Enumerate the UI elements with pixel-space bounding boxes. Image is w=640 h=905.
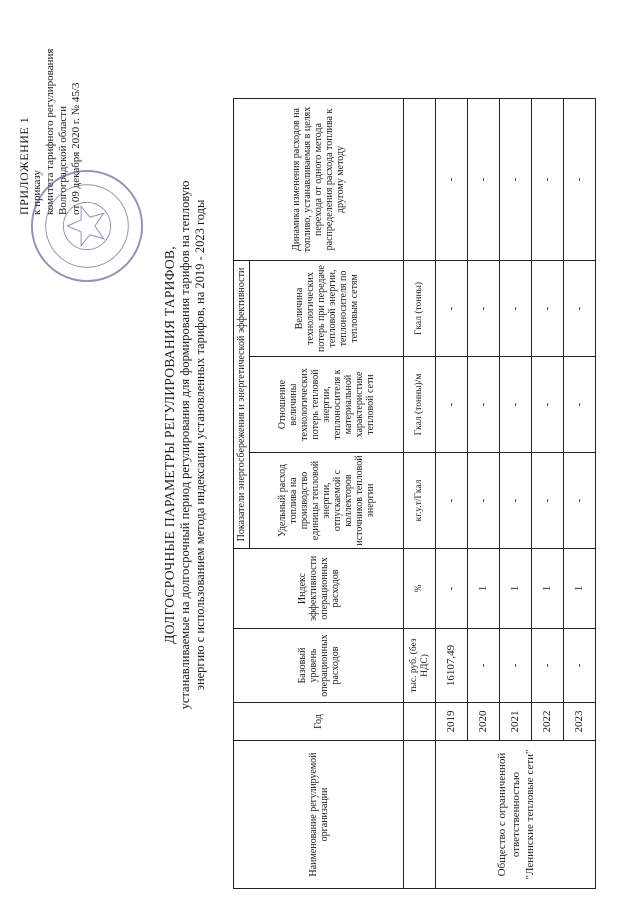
row-loss-ratio: - bbox=[468, 357, 500, 453]
header-base-level: Базовый уровень операционных расходов bbox=[234, 629, 404, 703]
row-technological-losses: - bbox=[468, 261, 500, 357]
header-fuel-consumption: Удельный расход топлива на производство единицы тепловой энергии, отпускаемой с коллекторов источников тепловой энергии bbox=[250, 453, 404, 549]
official-seal-icon bbox=[28, 167, 146, 285]
row-year: 2023 bbox=[564, 703, 596, 741]
row-fuel-dynamics: - bbox=[564, 99, 596, 261]
header-year: Год bbox=[234, 703, 404, 741]
unit-fuel-consumption: кг.у.т/Гкал bbox=[404, 453, 436, 549]
row-loss-ratio: - bbox=[532, 357, 564, 453]
row-loss-ratio: - bbox=[436, 357, 468, 453]
header-organization: Наименование регулируемой организации bbox=[234, 741, 404, 889]
row-efficiency-index: 1 bbox=[564, 549, 596, 629]
row-fuel-consumption: - bbox=[468, 453, 500, 549]
appendix-title: ПРИЛОЖЕНИЕ 1 bbox=[17, 116, 31, 215]
page-subtitle-line-2: энергию с использованием метода индексации установленных тарифов, на 2019 - 2023 годы bbox=[193, 199, 207, 691]
row-technological-losses: - bbox=[532, 261, 564, 357]
row-efficiency-index: 1 bbox=[500, 549, 532, 629]
header-efficiency-index: Индекс эффективности операционных расходов bbox=[234, 549, 404, 629]
appendix-line-4: от 09 декабря 2020 г. № 45/3 bbox=[70, 82, 82, 215]
header-energy-efficiency-group: Показатели энергосбережения и энергетической эффективности bbox=[234, 261, 250, 549]
row-base-level: 16107,49 bbox=[436, 629, 468, 703]
row-loss-ratio: - bbox=[564, 357, 596, 453]
row-year: 2021 bbox=[500, 703, 532, 741]
unit-technological-losses: Гкал (тонны) bbox=[404, 261, 436, 357]
row-fuel-consumption: - bbox=[500, 453, 532, 549]
header-loss-ratio: Отношение величины технологических потерь тепловой энергии, теплоносителя к материальной характеристике тепловой сети bbox=[250, 357, 404, 453]
title-block bbox=[162, 55, 208, 835]
appendix-line-1: к приказу bbox=[31, 169, 43, 215]
row-base-level: - bbox=[500, 629, 532, 703]
appendix-line-2: комитета тарифного регулирования bbox=[44, 48, 56, 215]
unit-base-level: тыс. руб. (без НДС) bbox=[404, 629, 436, 703]
unit-organization bbox=[404, 741, 436, 889]
row-year: 2020 bbox=[468, 703, 500, 741]
row-fuel-consumption: - bbox=[532, 453, 564, 549]
row-technological-losses: - bbox=[500, 261, 532, 357]
header-fuel-dynamics: Динамика изменения расходов на топливо, устанавливаемая в целях перехода от одного метода распределения расхода топлива к другому методу bbox=[234, 99, 404, 261]
header-technological-losses: Величина технологических потерь при передаче тепловой энергии, теплоносителя по тепловым сетям bbox=[250, 261, 404, 357]
unit-year bbox=[404, 703, 436, 741]
appendix-line-3: Волгоградской области bbox=[57, 106, 69, 215]
row-efficiency-index: - bbox=[436, 549, 468, 629]
row-fuel-consumption: - bbox=[436, 453, 468, 549]
unit-fuel-dynamics bbox=[404, 99, 436, 261]
row-fuel-consumption: - bbox=[564, 453, 596, 549]
table-row bbox=[436, 99, 468, 889]
row-technological-losses: - bbox=[436, 261, 468, 357]
row-base-level: - bbox=[468, 629, 500, 703]
tariff-parameters-table bbox=[233, 98, 596, 889]
organization-name: Общество с ограниченной ответственностью "Ленинские тепловые сети" bbox=[436, 741, 596, 889]
row-base-level: - bbox=[532, 629, 564, 703]
row-year: 2022 bbox=[532, 703, 564, 741]
row-loss-ratio: - bbox=[500, 357, 532, 453]
page-title: ДОЛГОСРОЧНЫЕ ПАРАМЕТРЫ РЕГУЛИРОВАНИЯ ТАРИФОВ, bbox=[162, 246, 177, 644]
row-technological-losses: - bbox=[564, 261, 596, 357]
page-subtitle-line-1: устанавливаемые на долгосрочный период регулирования для формирования тарифов на тепловую bbox=[178, 180, 192, 710]
row-fuel-dynamics: - bbox=[532, 99, 564, 261]
row-fuel-dynamics: - bbox=[468, 99, 500, 261]
row-year: 2019 bbox=[436, 703, 468, 741]
row-efficiency-index: 1 bbox=[468, 549, 500, 629]
row-fuel-dynamics: - bbox=[500, 99, 532, 261]
row-efficiency-index: 1 bbox=[532, 549, 564, 629]
unit-loss-ratio: Гкал (тонны)/м bbox=[404, 357, 436, 453]
unit-efficiency-index: % bbox=[404, 549, 436, 629]
row-fuel-dynamics: - bbox=[436, 99, 468, 261]
row-base-level: - bbox=[564, 629, 596, 703]
